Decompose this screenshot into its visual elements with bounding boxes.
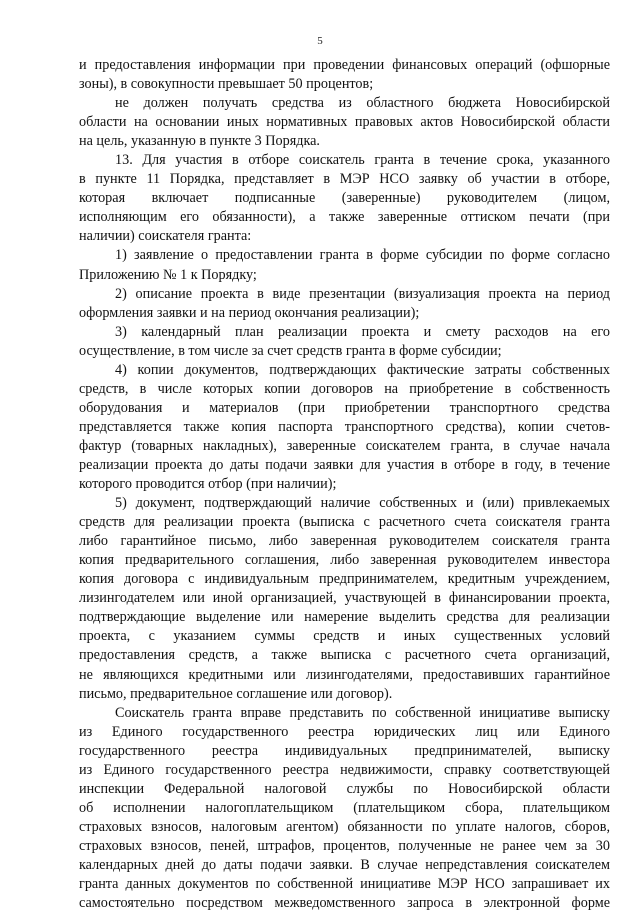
text-line: страховых взносов, налоговым агентом) обязанности по уплате налогов, сборов, bbox=[79, 818, 610, 835]
text-line: не должен получать средства из областного бюджета Новосибирской bbox=[115, 95, 610, 112]
text-line: из Единого государственного реестра недвижимости, справку соответствующей bbox=[79, 761, 610, 778]
text-line: реализации проекта до даты подачи заявки для участия в отборе в году, в течение bbox=[79, 456, 610, 473]
text-line: осуществление, в том числе за счет средств гранта в форме субсидии; bbox=[79, 342, 502, 359]
text-line: оформления заявки и на период окончания реализации); bbox=[79, 304, 420, 321]
text-line: лизингодателем или иной организацией, участвующей в финансировании проекта, bbox=[79, 590, 610, 607]
text-line: копия договора с индивидуальным предпринимателем, кредитным учреждением, bbox=[79, 571, 610, 588]
text-line: календарных дней до даты подачи заявки. В случае непредставления соискателем bbox=[79, 856, 610, 873]
text-line: инспекции Федеральной налоговой службы по Новосибирской области bbox=[79, 780, 610, 797]
text-line: 3) календарный план реализации проекта и смету расходов на его bbox=[115, 323, 610, 340]
text-line: Соискатель гранта вправе представить по собственной инициативе выписку bbox=[115, 704, 610, 721]
text-line: подтверждающие выделение или намерение выделить средства для реализации bbox=[79, 609, 610, 626]
text-line: которая включает подписанные (заверенные) руководителем (лицом, bbox=[79, 190, 610, 207]
text-line: 13. Для участия в отборе соискатель гранта в течение срока, указанного bbox=[115, 152, 610, 169]
text-line: либо гарантийное письмо, либо заверенная руководителем соискателя гранта bbox=[79, 533, 610, 550]
text-line: 5) документ, подтверждающий наличие собственных и (или) привлекаемых bbox=[115, 495, 610, 512]
text-line: 2) описание проекта в виде презентации (визуализация проекта на период bbox=[115, 285, 610, 302]
text-line: страховых взносов, пеней, штрафов, процентов, полученные не ранее чем за 30 bbox=[79, 837, 610, 854]
text-line: которого проводится отбор (при наличии); bbox=[79, 476, 337, 493]
text-line: области на основании иных нормативных правовых актов Новосибирской области bbox=[79, 114, 610, 131]
text-line: в пункте 11 Порядка, представляет в МЭР НСО заявку об участии в отборе, bbox=[79, 171, 610, 188]
text-line: зоны), в совокупности превышает 50 процентов; bbox=[79, 76, 374, 93]
text-line: средств для реализации проекта (выписка с расчетного счета соискателя гранта bbox=[79, 514, 610, 531]
text-line: копия предварительного соглашения, либо заверенная руководителем инвестора bbox=[79, 552, 610, 569]
text-line: не являющихся кредитными или лизингодателями, предоставивших гарантийное bbox=[79, 666, 610, 683]
text-line: фактур (товарных накладных), заверенные соискателем гранта, в случае начала bbox=[79, 437, 610, 454]
text-line: на цель, указанную в пункте 3 Порядка. bbox=[79, 133, 320, 150]
text-line: и предоставления информации при проведении финансовых операций (офшорные bbox=[79, 57, 610, 73]
page-number: 5 bbox=[317, 35, 323, 47]
text-line: исполняющим его обязанности), а также заверенные оттиском печати (при bbox=[79, 209, 610, 226]
text-line: государственного реестра индивидуальных предпринимателей, выписку bbox=[79, 742, 610, 759]
text-line: наличии) соискателя гранта: bbox=[79, 228, 252, 245]
text-line: из Единого государственного реестра юридических лиц или Единого bbox=[79, 723, 610, 740]
text-line: проекта, с указанием суммы средств и иных существенных условий bbox=[79, 628, 610, 645]
text-line: 4) копии документов, подтверждающих фактические затраты собственных bbox=[115, 361, 610, 378]
text-line: самостоятельно посредством межведомственного запроса в электронной форме bbox=[79, 895, 610, 912]
text-line: об исполнении налогоплательщиком (плательщиком сбора, плательщиком bbox=[79, 799, 610, 816]
document-body bbox=[79, 56, 610, 913]
text-line: Приложению № 1 к Порядку; bbox=[79, 266, 257, 283]
text-line: средств, в числе которых копии договоров на приобретение в собственность bbox=[79, 380, 610, 397]
text-line: письмо, предварительное соглашение или договор). bbox=[79, 685, 393, 702]
text-line: предоставления средств, а также выписка с расчетного счета организаций, bbox=[79, 647, 610, 664]
text-line: оборудования и материалов (при приобретении транспортного средства bbox=[79, 399, 610, 416]
text-line: гранта данных документов по собственной инициативе МЭР НСО запрашивает их bbox=[79, 876, 610, 893]
text-line: представляется также копия паспорта транспортного средства), копии счетов- bbox=[79, 418, 610, 435]
text-line: 1) заявление о предоставлении гранта в форме субсидии по форме согласно bbox=[115, 247, 610, 264]
